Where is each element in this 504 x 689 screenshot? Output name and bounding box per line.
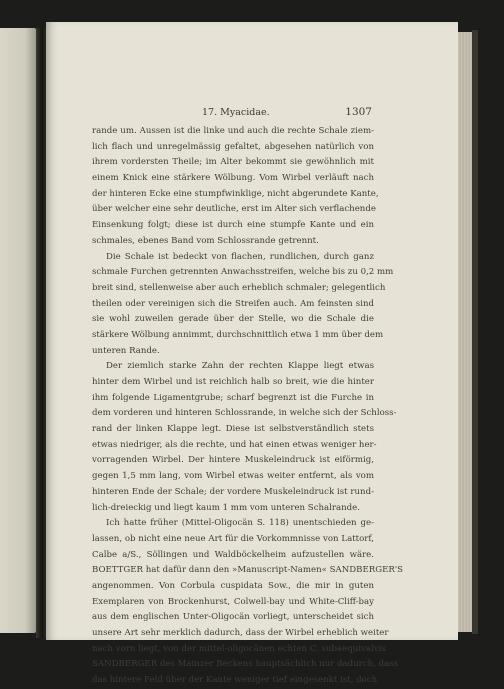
- text-line: lich flach und unregelmässig gefaltet, abgesehen natürlich von: [92, 141, 374, 152]
- text-line: Calbe a/S., Söllingen und Waldböckelheim aufzustellen wäre.: [92, 549, 374, 560]
- text-line: das hintere Feld über der Kante weniger tief eingesenkt ist, doch: [92, 675, 378, 686]
- book-gutter: [36, 28, 46, 638]
- text-line: angenommen. Von Corbula cuspidata Sow., die mir in guten: [92, 580, 374, 591]
- text-line: ihrem vordersten Theile; im Alter bekommt sie gewöhnlich mit: [92, 157, 374, 168]
- text-line: breit sind, stellenweise aber auch erheblich schmaler; gelegentlich: [92, 282, 386, 293]
- text-line: SANDBERGER des Mainzer Beckens hauptsächlich nur dadurch, dass: [92, 659, 399, 670]
- text-line: der hinteren Ecke eine stumpfwinklige, nicht abgerundete Kante,: [92, 188, 379, 199]
- text-line: unteren Rande.: [92, 345, 160, 356]
- text-line: über welcher eine sehr deutliche, erst im Alter sich verflachende: [92, 204, 376, 215]
- text-line: stärkere Wölbung annimmt, durchschnittlich etwa 1 mm über dem: [92, 329, 384, 340]
- text-line: schmale Furchen getrennten Anwachsstreifen, welche bis zu 0,2 mm: [92, 267, 394, 278]
- text-line: schmales, ebenes Band vom Schlossrande getrennt.: [92, 235, 319, 246]
- text-line: Der ziemlich starke Zahn der rechten Klappe liegt etwas: [106, 361, 374, 372]
- text-line: Einsenkung folgt; diese ist durch eine stumpfe Kante und ein: [92, 220, 374, 231]
- text-line: etwas niedriger, als die rechte, und hat einen etwas weniger her-: [92, 439, 377, 450]
- text-line: vorragenden Wirbel. Der hintere Muskeleindruck ist eiförmig,: [92, 455, 374, 466]
- text-line: lich-dreieckig und liegt kaum 1 mm vom unteren Schalrande.: [92, 502, 360, 513]
- text-line: rande um. Aussen ist die linke und auch die rechte Schale ziem-: [92, 126, 374, 136]
- text-line: rand der linken Klappe legt. Diese ist selbstverständlich stets: [92, 424, 374, 435]
- text-line: hinter dem Wirbel und ist reichlich halb so breit, wie die hinter: [92, 377, 374, 387]
- text-line: Exemplaren von Brockenhurst, Colwell-bay und White-Cliff-bay: [92, 596, 374, 607]
- text-line: unsere Art sehr merklich dadurch, dass der Wirbel erheblich weiter: [92, 628, 389, 638]
- text-line: Ich hatte früher (Mittel-Oligocän S. 118) unentschieden ge-: [106, 518, 374, 529]
- text-line: nach vorn liegt, von der mittel-oligocänen echten C. subaequivalvis: [92, 643, 386, 654]
- text-line: gegen 1,5 mm lang, vom Wirbel etwas weiter entfernt, als vom: [92, 471, 374, 482]
- text-line: dem vorderen und hinteren Schlossrande, in welche sich der Schloss-: [92, 408, 397, 419]
- text-line: sie wohl zuweilen gerade über der Stelle, wo die Schale die: [92, 314, 374, 325]
- book-cover-edge: [472, 30, 478, 634]
- text-line: Die Schale ist bedeckt von flachen, rundlichen, durch ganz: [106, 251, 374, 262]
- text-line: aus dem englischen Unter-Oligocän vorliegt, unterscheidet sich: [92, 612, 374, 623]
- running-title: 17. Myacidae.: [202, 107, 270, 118]
- text-line: BOETTGER hat dafür dann den »Manuscript-Namen« SANDBERGER'S: [92, 565, 404, 576]
- body-text: [92, 124, 404, 689]
- page-stack-edge: [458, 32, 472, 632]
- text-line: theilen oder vereinigen sich die Streifen auch. Am feinsten sind: [92, 298, 374, 309]
- text-line: ihm folgende Ligamentgrube; scharf begrenzt ist die Furche in: [92, 392, 374, 403]
- page-number: 1307: [345, 106, 372, 118]
- running-header: [90, 106, 372, 120]
- text-line: lassen, ob nicht eine neue Art für die Vorkommnisse von Lattorf,: [92, 533, 374, 544]
- text-line: einem Knick eine stärkere Wölbung. Vom Wirbel verläuft nach: [92, 173, 374, 184]
- facing-page-edge: [0, 28, 36, 633]
- text-line: hinteren Ende der Schale; der vordere Muskeleindruck ist rund-: [92, 486, 374, 497]
